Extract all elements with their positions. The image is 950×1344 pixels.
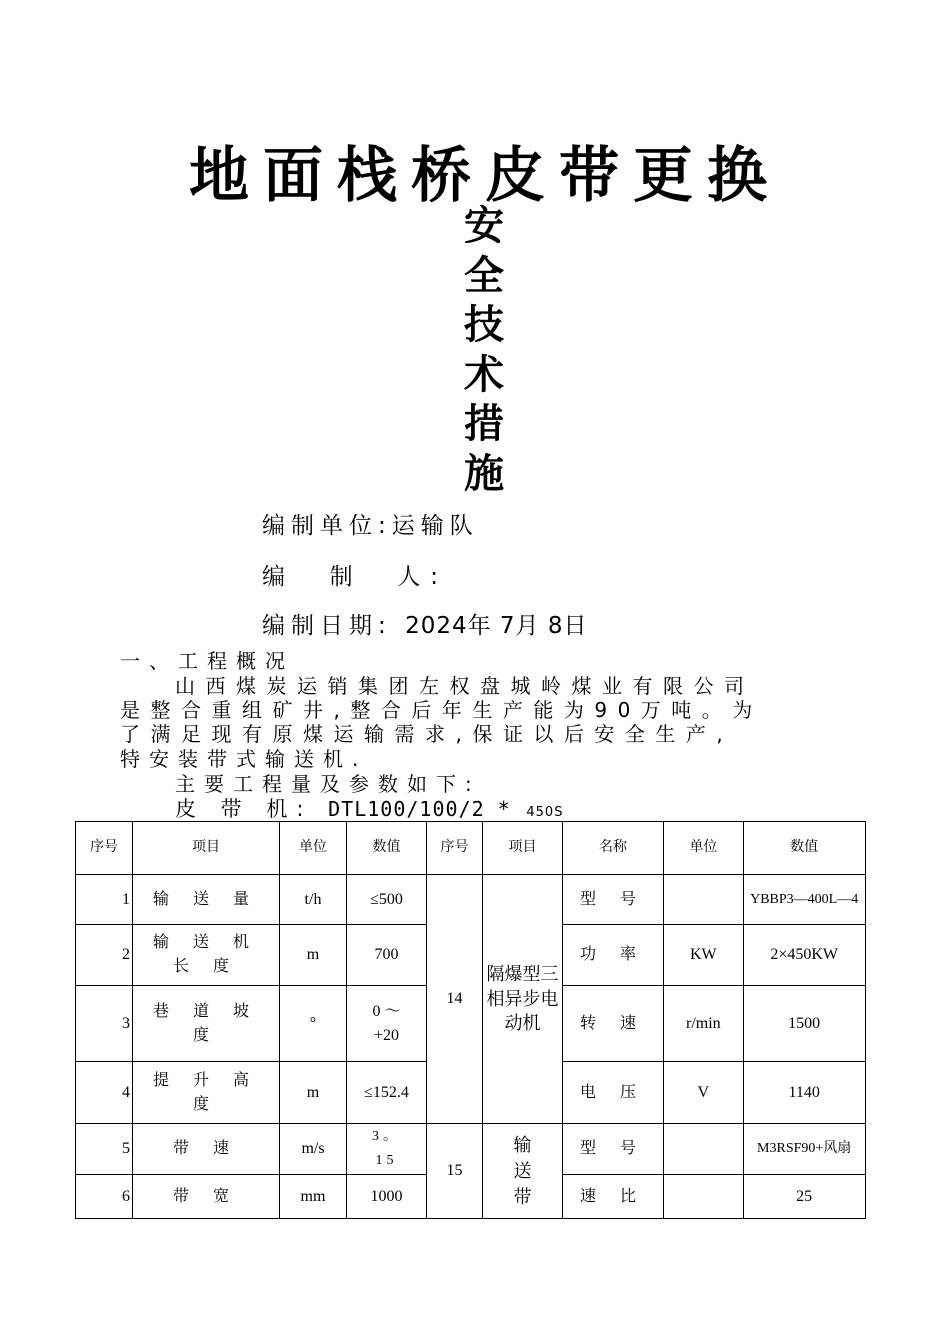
header-cell: 序号	[76, 822, 133, 875]
row-value: ≤500	[347, 875, 427, 925]
document-subtitle-vertical	[464, 202, 514, 499]
row-unit: KW	[664, 925, 744, 986]
row-value: 700	[347, 925, 427, 986]
para-line: 是整合重组矿井,整合后年生产能为90万吨。为	[120, 698, 763, 722]
header-cell: 单位	[280, 822, 347, 875]
row-no: 4	[76, 1062, 133, 1124]
row-item: 输 送 机 长 度	[133, 925, 280, 986]
para-line: 山西煤炭运销集团左权盘城岭煤业有限公司	[175, 674, 755, 698]
group-no: 14	[427, 875, 483, 1124]
subtitle-char: 措	[464, 401, 504, 447]
table-row	[76, 1124, 866, 1175]
subtitle-char: 术	[464, 351, 504, 398]
para-line: 特安装带式输送机.	[120, 747, 368, 771]
row-value: 3。15	[347, 1124, 427, 1175]
table-row	[76, 875, 866, 925]
row-value: ≤152.4	[347, 1062, 427, 1124]
subtitle-char: 施	[464, 450, 504, 497]
table-header-row	[76, 822, 866, 875]
row-value: 25	[743, 1175, 865, 1219]
row-unit: m	[280, 1062, 347, 1124]
row-no: 1	[76, 875, 133, 925]
meta-author-label: 编 制 人:	[262, 564, 448, 590]
row-unit: m	[280, 925, 347, 986]
row-item: 带 速	[133, 1124, 280, 1175]
row-unit: V	[664, 1062, 744, 1124]
header-cell: 单位	[664, 822, 744, 875]
parameters-table	[75, 821, 866, 1219]
row-unit: r/min	[664, 986, 744, 1062]
subtitle-char: 安	[464, 203, 504, 249]
header-cell: 序号	[427, 822, 483, 875]
row-no: 2	[76, 925, 133, 986]
document-title: 地面栈桥皮带更换	[189, 141, 781, 211]
row-unit	[664, 1175, 744, 1219]
section-heading: 一、工程概况	[120, 649, 294, 673]
group-item: 输送带	[483, 1124, 563, 1219]
header-cell: 名称	[563, 822, 664, 875]
row-no: 5	[76, 1124, 133, 1175]
row-value: M3RSF90+风扇	[743, 1124, 865, 1175]
row-name: 速 比	[563, 1175, 664, 1219]
row-unit: °	[280, 986, 347, 1062]
header-cell: 数值	[743, 822, 865, 875]
row-value: 1000	[347, 1175, 427, 1219]
subtitle-char: 全	[464, 252, 504, 299]
row-name: 转 速	[563, 986, 664, 1062]
row-no: 6	[76, 1175, 133, 1219]
row-value: 0 ～ +20	[347, 986, 427, 1062]
para-line: 了满足现有原煤运输需求,保证以后安全生产,	[120, 722, 734, 746]
row-name: 功 率	[563, 925, 664, 986]
belt-model: DTL100/100/2 *	[328, 797, 511, 821]
meta-date	[262, 607, 587, 640]
group-no: 15	[427, 1124, 483, 1219]
row-unit	[664, 875, 744, 925]
row-unit: mm	[280, 1175, 347, 1219]
row-item: 巷 道 坡 度	[133, 986, 280, 1062]
header-cell: 项目	[133, 822, 280, 875]
belt-model-suffix: 450S	[526, 805, 564, 820]
row-value: YBBP3—400L—4	[743, 875, 865, 925]
meta-date-value: 2024年 7月 8日	[405, 613, 588, 639]
row-value: 1500	[743, 986, 865, 1062]
row-name: 电 压	[563, 1062, 664, 1124]
meta-author	[262, 558, 448, 591]
meta-date-label: 编制日期:	[262, 613, 392, 639]
main-params-line: 主要工程量及参数如下:	[175, 772, 481, 796]
row-name: 型 号	[563, 1124, 664, 1175]
row-value: 2×450KW	[743, 925, 865, 986]
row-unit	[664, 1124, 744, 1175]
meta-unit-label: 编制单位:	[262, 513, 392, 539]
header-cell: 数值	[347, 822, 427, 875]
row-name: 型 号	[563, 875, 664, 925]
row-item: 带 宽	[133, 1175, 280, 1219]
row-item: 提 升 高 度	[133, 1062, 280, 1124]
row-no: 3	[76, 986, 133, 1062]
group-item: 隔爆型三相异步电动机	[483, 875, 563, 1124]
row-value: 1140	[743, 1062, 865, 1124]
row-unit: t/h	[280, 875, 347, 925]
header-cell: 项目	[483, 822, 563, 875]
row-unit: m/s	[280, 1124, 347, 1175]
meta-unit-value: 运输队	[391, 513, 479, 539]
row-item: 输 送 量	[133, 875, 280, 925]
subtitle-char: 技	[464, 302, 504, 348]
meta-unit	[262, 507, 479, 540]
belt-label: 皮 带 机:	[175, 797, 313, 821]
